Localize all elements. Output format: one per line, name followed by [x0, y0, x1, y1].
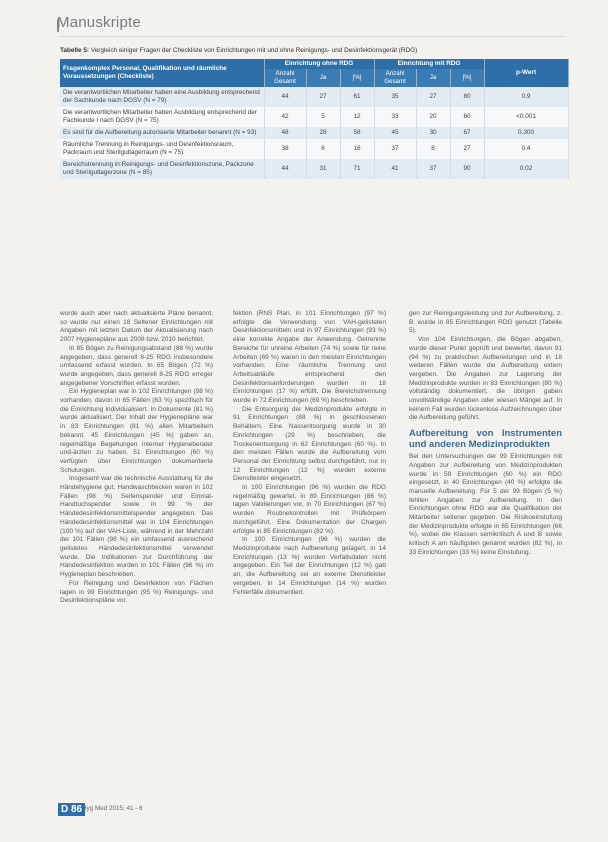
text-column-2 [233, 310, 386, 798]
table-caption [60, 47, 570, 54]
cell-a1: 44 [264, 159, 306, 179]
cell-b2: 8 [416, 139, 450, 159]
cell-p: 0.02 [484, 159, 568, 179]
cell-c2: 27 [450, 139, 484, 159]
caption-text: Vergleich einiger Fragen der Checkliste von Einrichtungen mit und ohne Reinigungs- und Desinfektionsgerät (RDG) [90, 47, 418, 54]
cell-a2: 37 [374, 139, 416, 159]
body-paragraph: In 100 Einrichtungen (96 %) wurden die Medizinprodukte nach Aufbereitung gelagert, in 14 Einrichtungen (13 %) wurden Verfallsdaten nicht angegeben. Ein Teil der Einrichtungen (12 %) gab an, die Aufbereitung sei an externe Dienstleister vergeben, in 14 Einrichtungen (14 %) wurden Fehlerfälle dokumentiert. [233, 536, 386, 596]
cell-b2: 20 [416, 107, 450, 127]
text-column-1 [60, 310, 213, 798]
row-label: Räumliche Trennung in Reinigungs- und Desinfektionsraum, Packraum und Sterilgutlagerraum (N = 75) [60, 139, 264, 159]
row-label: Es sind für die Aufbereitung autorisierte Mitarbeiter benannt (N = 93) [60, 127, 264, 139]
table-row [60, 127, 568, 139]
sub-yes: Ja [306, 69, 340, 87]
row-label: Die verantwortlichen Mitarbeiter haben Ausbildung entsprechend der Fachkunde I nach DGSV (N = 75) [60, 107, 264, 127]
col-topic-header: Fragenkomplex Personal, Qualifikation und räumliche Voraussetzungen (Checkliste) [60, 59, 264, 87]
sub-total: Anzahl Gesamt [374, 69, 416, 87]
cell-b2: 30 [416, 127, 450, 139]
cell-p: 0.9 [484, 87, 568, 107]
body-paragraph: Von 104 Einrichtungen, die Bögen abgaben, wurde dieser Punkt geprüft und bewertet, davon 91 (94 %) zu praktischen Aufbereitungen und in 18 weiteren Fällen wurde die Aufbereitung extern vergeben. Die Angaben zur Lagerung der Medizinprodukte wurden in 83 Einrichtungen (80 %) vollständig dokumentiert, die übrigen gaben unvollständige Angaben oder wiesen Mängel auf. In keinem Fall wurden lückenlose Aufzeichnungen über die Aufbereitung geführt. [409, 336, 562, 422]
cell-b1: 6 [306, 139, 340, 159]
caption-label: Tabelle 5: [60, 47, 90, 54]
cell-b2: 27 [416, 87, 450, 107]
body-paragraph: gen zur Reinigungsleistung und zur Aufbereitung, z. B. wurde in 85 Einrichtungen RDG genutzt (Tabelle 5). [409, 310, 562, 335]
body-paragraph: Ein Hygieneplan war in 102 Einrichtungen (98 %) vorhanden, davon in 65 Fällen (63 %) spezifisch für die Einrichtung individualisiert. In Dokumente (81 %) wurde aktualisiert. Der Inhalt der Hygienepläne war in 83 Einrichtungen (81 %) allen Mitarbeitern bekannt. 45 Einrichtungen (45 %) gaben an, regelmäßige Begehungen interner Hygieneberater und-ärzten zu haben. 51 Einrichtungen (60 %) verfügten über Einrichtungen dokumentierte Schulungen. [60, 388, 213, 474]
row-label: Bereichstrennung in Reinigungs- und Desinfektionszone, Packzone und Sterilgutlagerzone (N = 85) [60, 159, 264, 179]
text-column-3 [409, 310, 562, 798]
group-with-rdg: Einrichtung mit RDG [374, 59, 484, 69]
body-paragraph: Die Entsorgung der Medizinprodukte erfolgte in 91 Einrichtungen (88 %) in geschlossenen Behältern. Eine Nassentsorgung wurde in 30 Einrichtungen (29 %) beschrieben, die Trockenentsorgung in 62 Einrichtungen (60 %). In den meisten Fällen wurde die Aufbereitung vom Personal der Einrichtung selbst durchgeführt, nur in 12 Einrichtungen (12 %) wurden externe Dienstleister eingesetzt. [233, 405, 386, 483]
cell-b2: 37 [416, 159, 450, 179]
body-paragraph: In 85 Bögen zu Reinigungsabstand (88 %) wurde angegeben, dass generell 8-25 RDG insbesondere umfassend erfasst wurden. In 65 Bögen (72 %) wurde angegeben, dass generell 8-25 RDG erreger angegebener Vorschriften erfasst wurden. [60, 344, 213, 387]
sub-total: Anzahl Gesamt [264, 69, 306, 87]
cell-p: 0.4 [484, 139, 568, 159]
cell-a2: 45 [374, 127, 416, 139]
body-paragraph: fektion (RNS Plan, in 101 Einrichtungen (97 %) erfolgte die Verwendung von VAH-gelisteten Desinfektionsmitteln und in 97 Einrichtungen (93 %) eine korrekte Angabe der Anwendung. Getrennte Bereiche für unreine Arbeiten (74 %) sowie für reine Arbeiten (69 %) waren in den meisten Einrichtungen vorhanden. Eine räumliche Trennung und Arbeitsabläufe entsprechend den Desinfektionsanforderungen wurden in 18 Einrichtungen (17 %) erfüllt. Die Bereichstrennung wurde in 72 Einrichtungen (69 %) beschrieben. [233, 310, 386, 405]
section-heading: Aufbereitung von Instrumenten und anderen Medizinprodukten [409, 428, 562, 451]
cell-c2: 67 [450, 127, 484, 139]
table-row [60, 159, 568, 179]
cell-a1: 48 [264, 127, 306, 139]
row-label: Die verantwortlichen Mitarbeiter haben eine Ausbildung entsprechend der Sachkunde nach DGSV (N = 79) [60, 87, 264, 107]
table-row [60, 139, 568, 159]
cell-p: 0.300 [484, 127, 568, 139]
body-paragraph: Für Reinigung und Desinfektion von Flächen lagen in 99 Einrichtungen (95 %) Reinigungs- und Desinfektionspläne vor. [60, 579, 213, 605]
cell-b1: 27 [306, 87, 340, 107]
journal-citation: Hyg Med 2015; 41 - 6 [82, 805, 143, 812]
cell-b1: 31 [306, 159, 340, 179]
cell-c1: 12 [340, 107, 374, 127]
group-without-rdg: Einrichtung ohne RDG [264, 59, 374, 69]
header-rule [60, 36, 565, 37]
sub-pct: [%] [340, 69, 374, 87]
cell-c1: 58 [340, 127, 374, 139]
cell-a2: 41 [374, 159, 416, 179]
section-header: Manuskripte [57, 14, 141, 31]
cell-c1: 71 [340, 159, 374, 179]
sub-yes: Ja [416, 69, 450, 87]
cell-a1: 38 [264, 139, 306, 159]
comparison-table [60, 59, 569, 179]
cell-a1: 42 [264, 107, 306, 127]
cell-a2: 33 [374, 107, 416, 127]
body-paragraph: Bei den Untersuchungen der 99 Einrichtungen mit Angaben zur Aufbereitung von Medizinprodukten wurde in 59 Einrichtungen (60 %) ein RDG eingesetzt, in 40 Einrichtungen (40 %) erfolgte die manuelle Aufbereitung. Für 5 der 99 Bögen (5 %) fehlten Angaben zur Aufbereitung. In den Einrichtungen ohne RDG war die Qualifikation der Mitarbeiter seltener gegeben. Die Risikoeinstufung der Medizinprodukte erfolgte in 65 Einrichtungen (66 %), wobei die Klassen semikritisch A und B sowie kritisch A am häufigsten genannt wurden (82 %), in 33 Einrichtungen (33 %) keine Einstufung. [409, 453, 562, 556]
table-row [60, 87, 568, 107]
cell-a1: 44 [264, 87, 306, 107]
cell-c2: 80 [450, 87, 484, 107]
body-paragraph: In 100 Einrichtungen (96 %) wurden die RDG regelmäßig gewartet, in 89 Einrichtungen (86 %) lagen Validierungen vor, in 70 Einrichtungen (67 %) wurden Routinekontrollen mit Prüfkörpern durchgeführt. Eine Dokumentation der Chargen erfolgte in 85 Einrichtungen (82 %). [233, 484, 386, 535]
cell-c2: 90 [450, 159, 484, 179]
body-paragraph: Insgesamt war die technische Ausstattung für die Händehygiene gut, Handwaschbecken waren in 102 Fällen (98 %) Seifenspender und Einmal-Handtuchspender sowie in 99 % der Händedesinfektionsmittelspender angegeben. Das Händedesinfektionsmittel war in 104 Einrichtungen (100 %) auf der VAH-Liste, während in der Mehrzahl der 101 Fällen (98 %) ein umfassend ausreichend gelistetes Händedesinfektionsmittel verwendet wurde. Die Indikationen zur Durchführung der Händedesinfektion wurden in 101 Fällen (96 %) im Hygieneplan beschrieben. [60, 475, 213, 579]
cell-a2: 35 [374, 87, 416, 107]
cell-c2: 60 [450, 107, 484, 127]
page-number: D 86 [58, 803, 85, 816]
col-p-value: p-Wert [484, 59, 568, 87]
cell-c1: 61 [340, 87, 374, 107]
cell-b1: 5 [306, 107, 340, 127]
cell-c1: 16 [340, 139, 374, 159]
cell-b1: 28 [306, 127, 340, 139]
table-row [60, 107, 568, 127]
sub-pct: [%] [450, 69, 484, 87]
cell-p: <0.001 [484, 107, 568, 127]
body-paragraph: wurde auch aber nach aktualisierte Pläne benannt, so wurde nur einen 18 Seltener Einrichtungen mit Angaben mit letzten Datum der Aktualisierung nach 2007 Hygienepläne aus 2008 bzw. 2010 berichtet. [60, 310, 213, 344]
